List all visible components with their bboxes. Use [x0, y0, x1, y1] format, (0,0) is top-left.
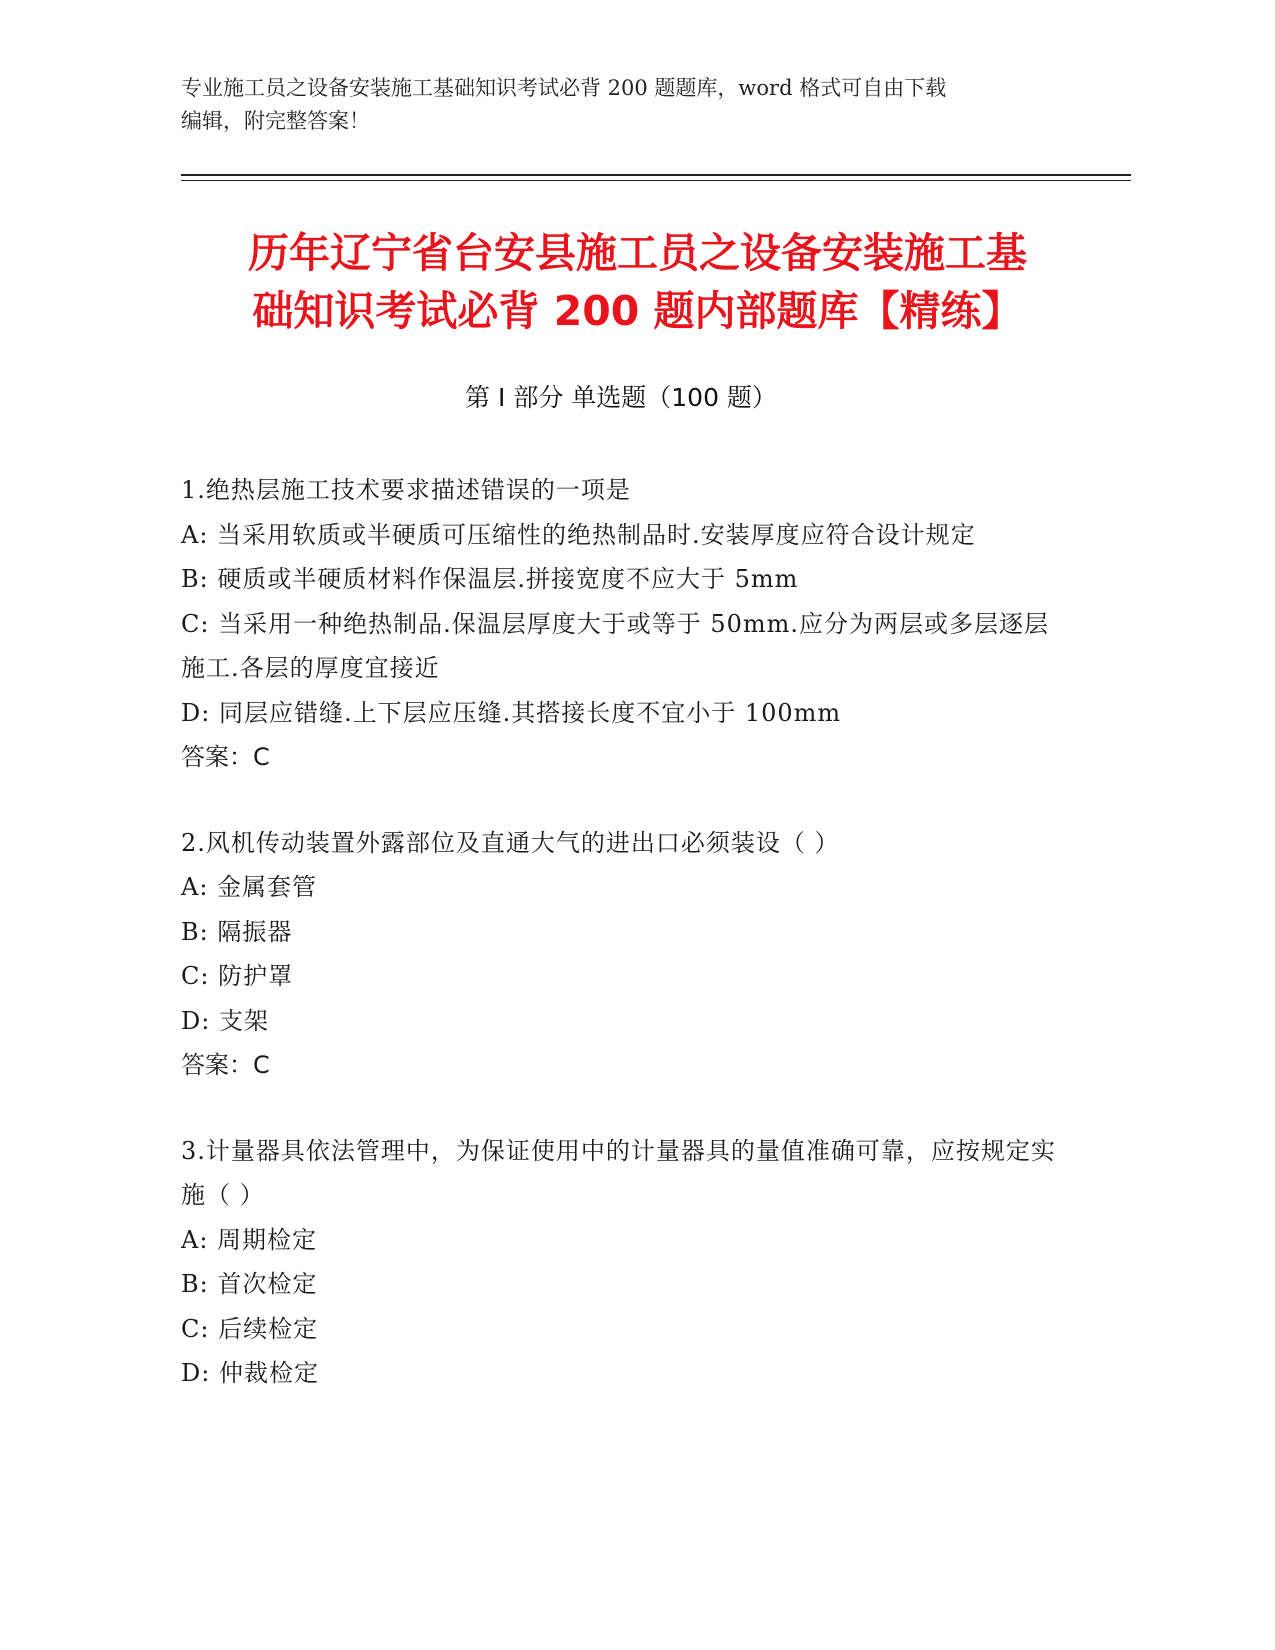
- option-d: D: 支架: [181, 1006, 269, 1035]
- option-c: C: 后续检定: [181, 1314, 319, 1343]
- question-stem: 1.绝热层施工技术要求描述错误的一项是: [181, 476, 631, 504]
- option-a: A: 金属套管: [181, 873, 318, 901]
- question-stem: 2.风机传动装置外露部位及直通大气的进出口必须装设（ ）: [181, 828, 840, 857]
- question-3: [181, 1129, 1061, 1396]
- option-a: A: 周期检定: [181, 1225, 318, 1254]
- section-heading: 第 I 部分 单选题（100 题）: [465, 383, 777, 412]
- header-line-1: 专业施工员之设备安装施工基础知识考试必背 200 题题库，word 格式可自由下载: [181, 76, 947, 100]
- option-a: A: 当采用软质或半硬质可压缩性的绝热制品时.安装厚度应符合设计规定: [181, 520, 976, 549]
- document-title: [160, 224, 1115, 340]
- question-stem: 3.计量器具依法管理中，为保证使用中的计量器具的量值准确可靠，应按规定实施（ ）: [181, 1136, 1056, 1209]
- option-c: C: 当采用一种绝热制品.保温层厚度大于或等于 50mm.应分为两层或多层逐层施工.各层的厚度宜接近: [181, 609, 1050, 682]
- answer: 答案：C: [181, 1051, 270, 1079]
- question-list: [181, 468, 1061, 1437]
- header-divider-thin: [181, 180, 1131, 181]
- title-line-2: 础知识考试必背 200 题内部题库【精练】: [252, 287, 1023, 335]
- option-b: B: 首次检定: [181, 1270, 318, 1298]
- answer: 答案：C: [181, 743, 270, 771]
- option-b: B: 隔振器: [181, 917, 293, 946]
- option-c: C: 防护罩: [181, 962, 294, 990]
- option-d: D: 仲裁检定: [181, 1359, 319, 1387]
- option-b: B: 硬质或半硬质材料作保温层.拼接宽度不应大于 5mm: [181, 565, 799, 593]
- header-line-2: 编辑，附完整答案！: [181, 109, 370, 133]
- title-line-1: 历年辽宁省台安县施工员之设备安装施工基: [248, 229, 1027, 277]
- header-divider-thick: [181, 174, 1131, 176]
- question-1: [181, 468, 1061, 780]
- option-d: D: 同层应错缝.上下层应压缝.其搭接长度不宜小于 100mm: [181, 698, 842, 727]
- document-header: [181, 72, 1061, 138]
- question-2: [181, 821, 1061, 1088]
